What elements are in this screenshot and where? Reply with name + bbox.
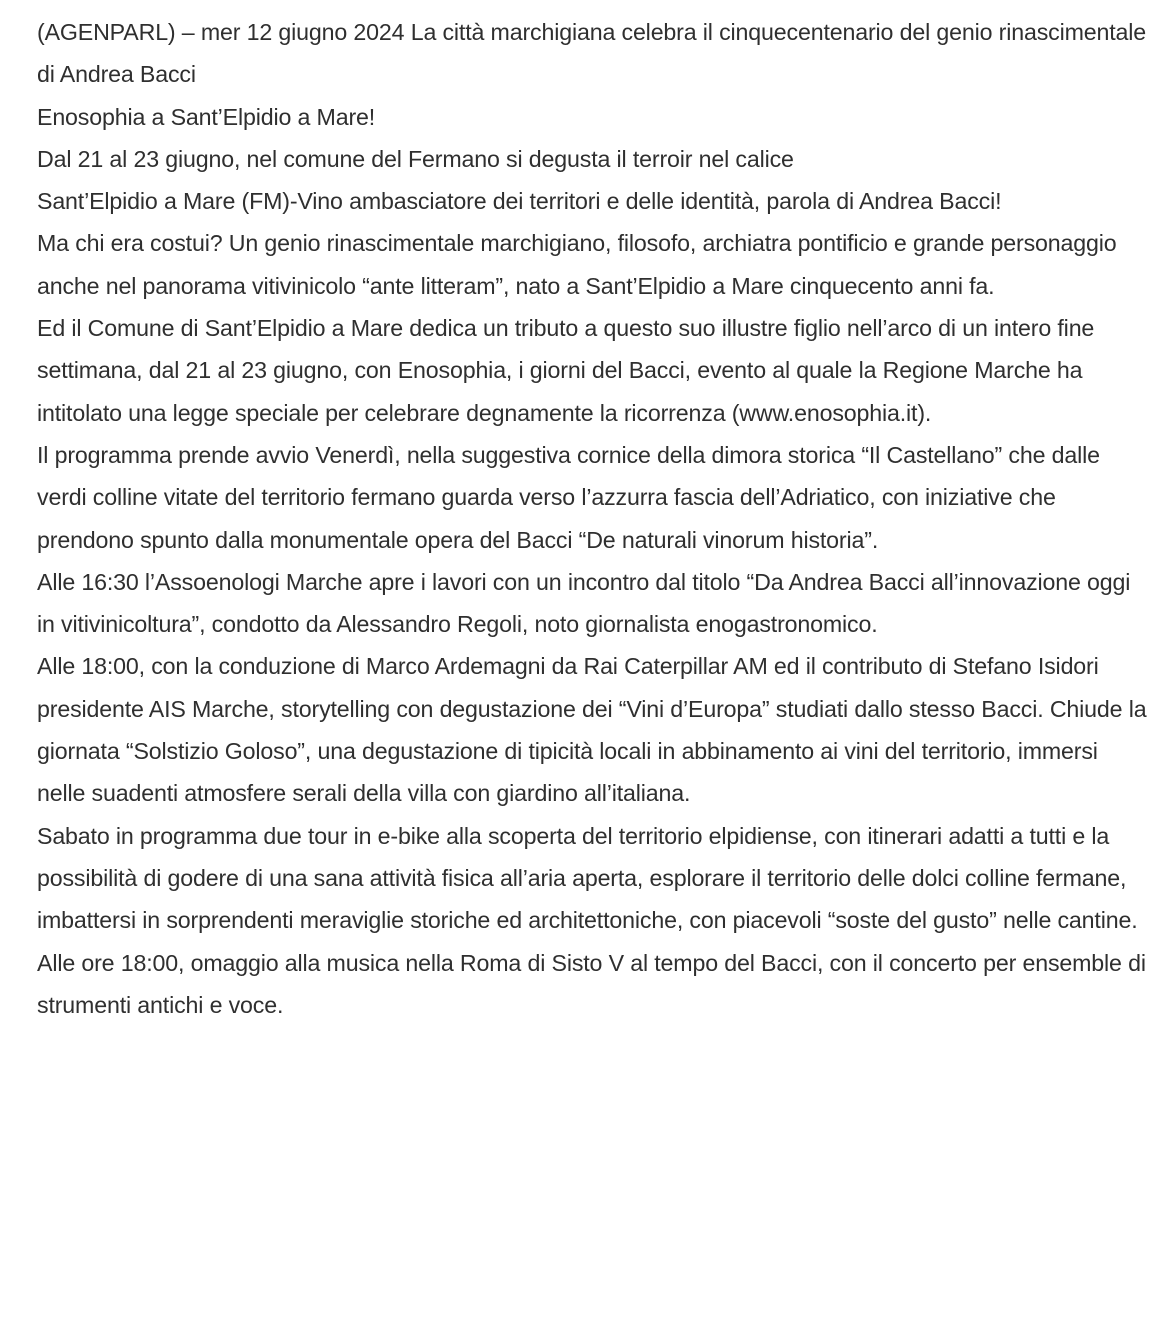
article-paragraph: Dal 21 al 23 giugno, nel comune del Fermano si degusta il terroir nel calice: [37, 145, 794, 172]
article-paragraph: Alle 18:00, con la conduzione di Marco Ardemagni da Rai Caterpillar AM ed il contributo di Stefano Isidori presidente AIS Marche, storytelling con degustazione dei “Vini d’Europa” studiati dallo stesso Bacci. Chiude la giornata “Solstizio Goloso”, una degustazione di tipicità locali in abbinamento ai vini del territorio, immersi nelle suadenti atmosfere serali della villa con giardino all’italiana.: [37, 653, 1147, 807]
article-paragraph: Alle 16:30 l’Assoenologi Marche apre i lavori con un incontro dal titolo “Da Andrea Bacci all’innovazione oggi in vitivinicoltura”, condotto da Alessandro Regoli, noto giornalista enogastronomico.: [37, 568, 1131, 638]
article-paragraph: Ed il Comune di Sant’Elpidio a Mare dedica un tributo a questo suo illustre figlio nell’arco di un intero fine settimana, dal 21 al 23 giugno, con Enosophia, i giorni del Bacci, evento al quale la Regione Marche ha intitolato una legge speciale per celebrare degnamente la ricorrenza (www.enosophia.it).: [37, 315, 1095, 426]
article-paragraph: Enosophia a Sant’Elpidio a Mare!: [37, 103, 376, 130]
article-lead: (AGENPARL) – mer 12 giugno 2024 La città marchigiana celebra il cinquecentenario del genio rinascimentale di Andrea Bacci: [37, 19, 1147, 88]
article-paragraph: Il programma prende avvio Venerdì, nella suggestiva cornice della dimora storica “Il Castellano” che dalle verdi colline vitate del territorio fermano guarda verso l’azzurra fascia dell’Adriatico, con iniziative che prendono spunto dalla monumentale opera del Bacci “De naturali vinorum historia”.: [37, 441, 1100, 553]
article-paragraph: Sabato in programma due tour in e-bike alla scoperta del territorio elpidiense, con itinerari adatti a tutti e la possibilità di godere di una sana attività fisica all’aria aperta, esplorare il territorio delle dolci colline fermane, imbattersi in sorprendenti meraviglie storiche ed architettoniche, con piacevoli “soste del gusto” nelle cantine. Alle ore 18:00, omaggio alla musica nella Roma di Sisto V al tempo del Bacci, con il concerto per ensemble di strumenti antichi e voce.: [37, 822, 1146, 1018]
article-paragraph: Ma chi era costui? Un genio rinascimentale marchigiano, filosofo, archiatra pontificio e grande personaggio anche nel panorama vitivinicolo “ante litteram”, nato a Sant’Elpidio a Mare cinquecento anni fa.: [37, 230, 1117, 299]
article-paragraph: Sant’Elpidio a Mare (FM)-Vino ambasciatore dei territori e delle identità, parola di Andrea Bacci!: [37, 188, 1002, 215]
article-body: [37, 11, 1147, 1026]
